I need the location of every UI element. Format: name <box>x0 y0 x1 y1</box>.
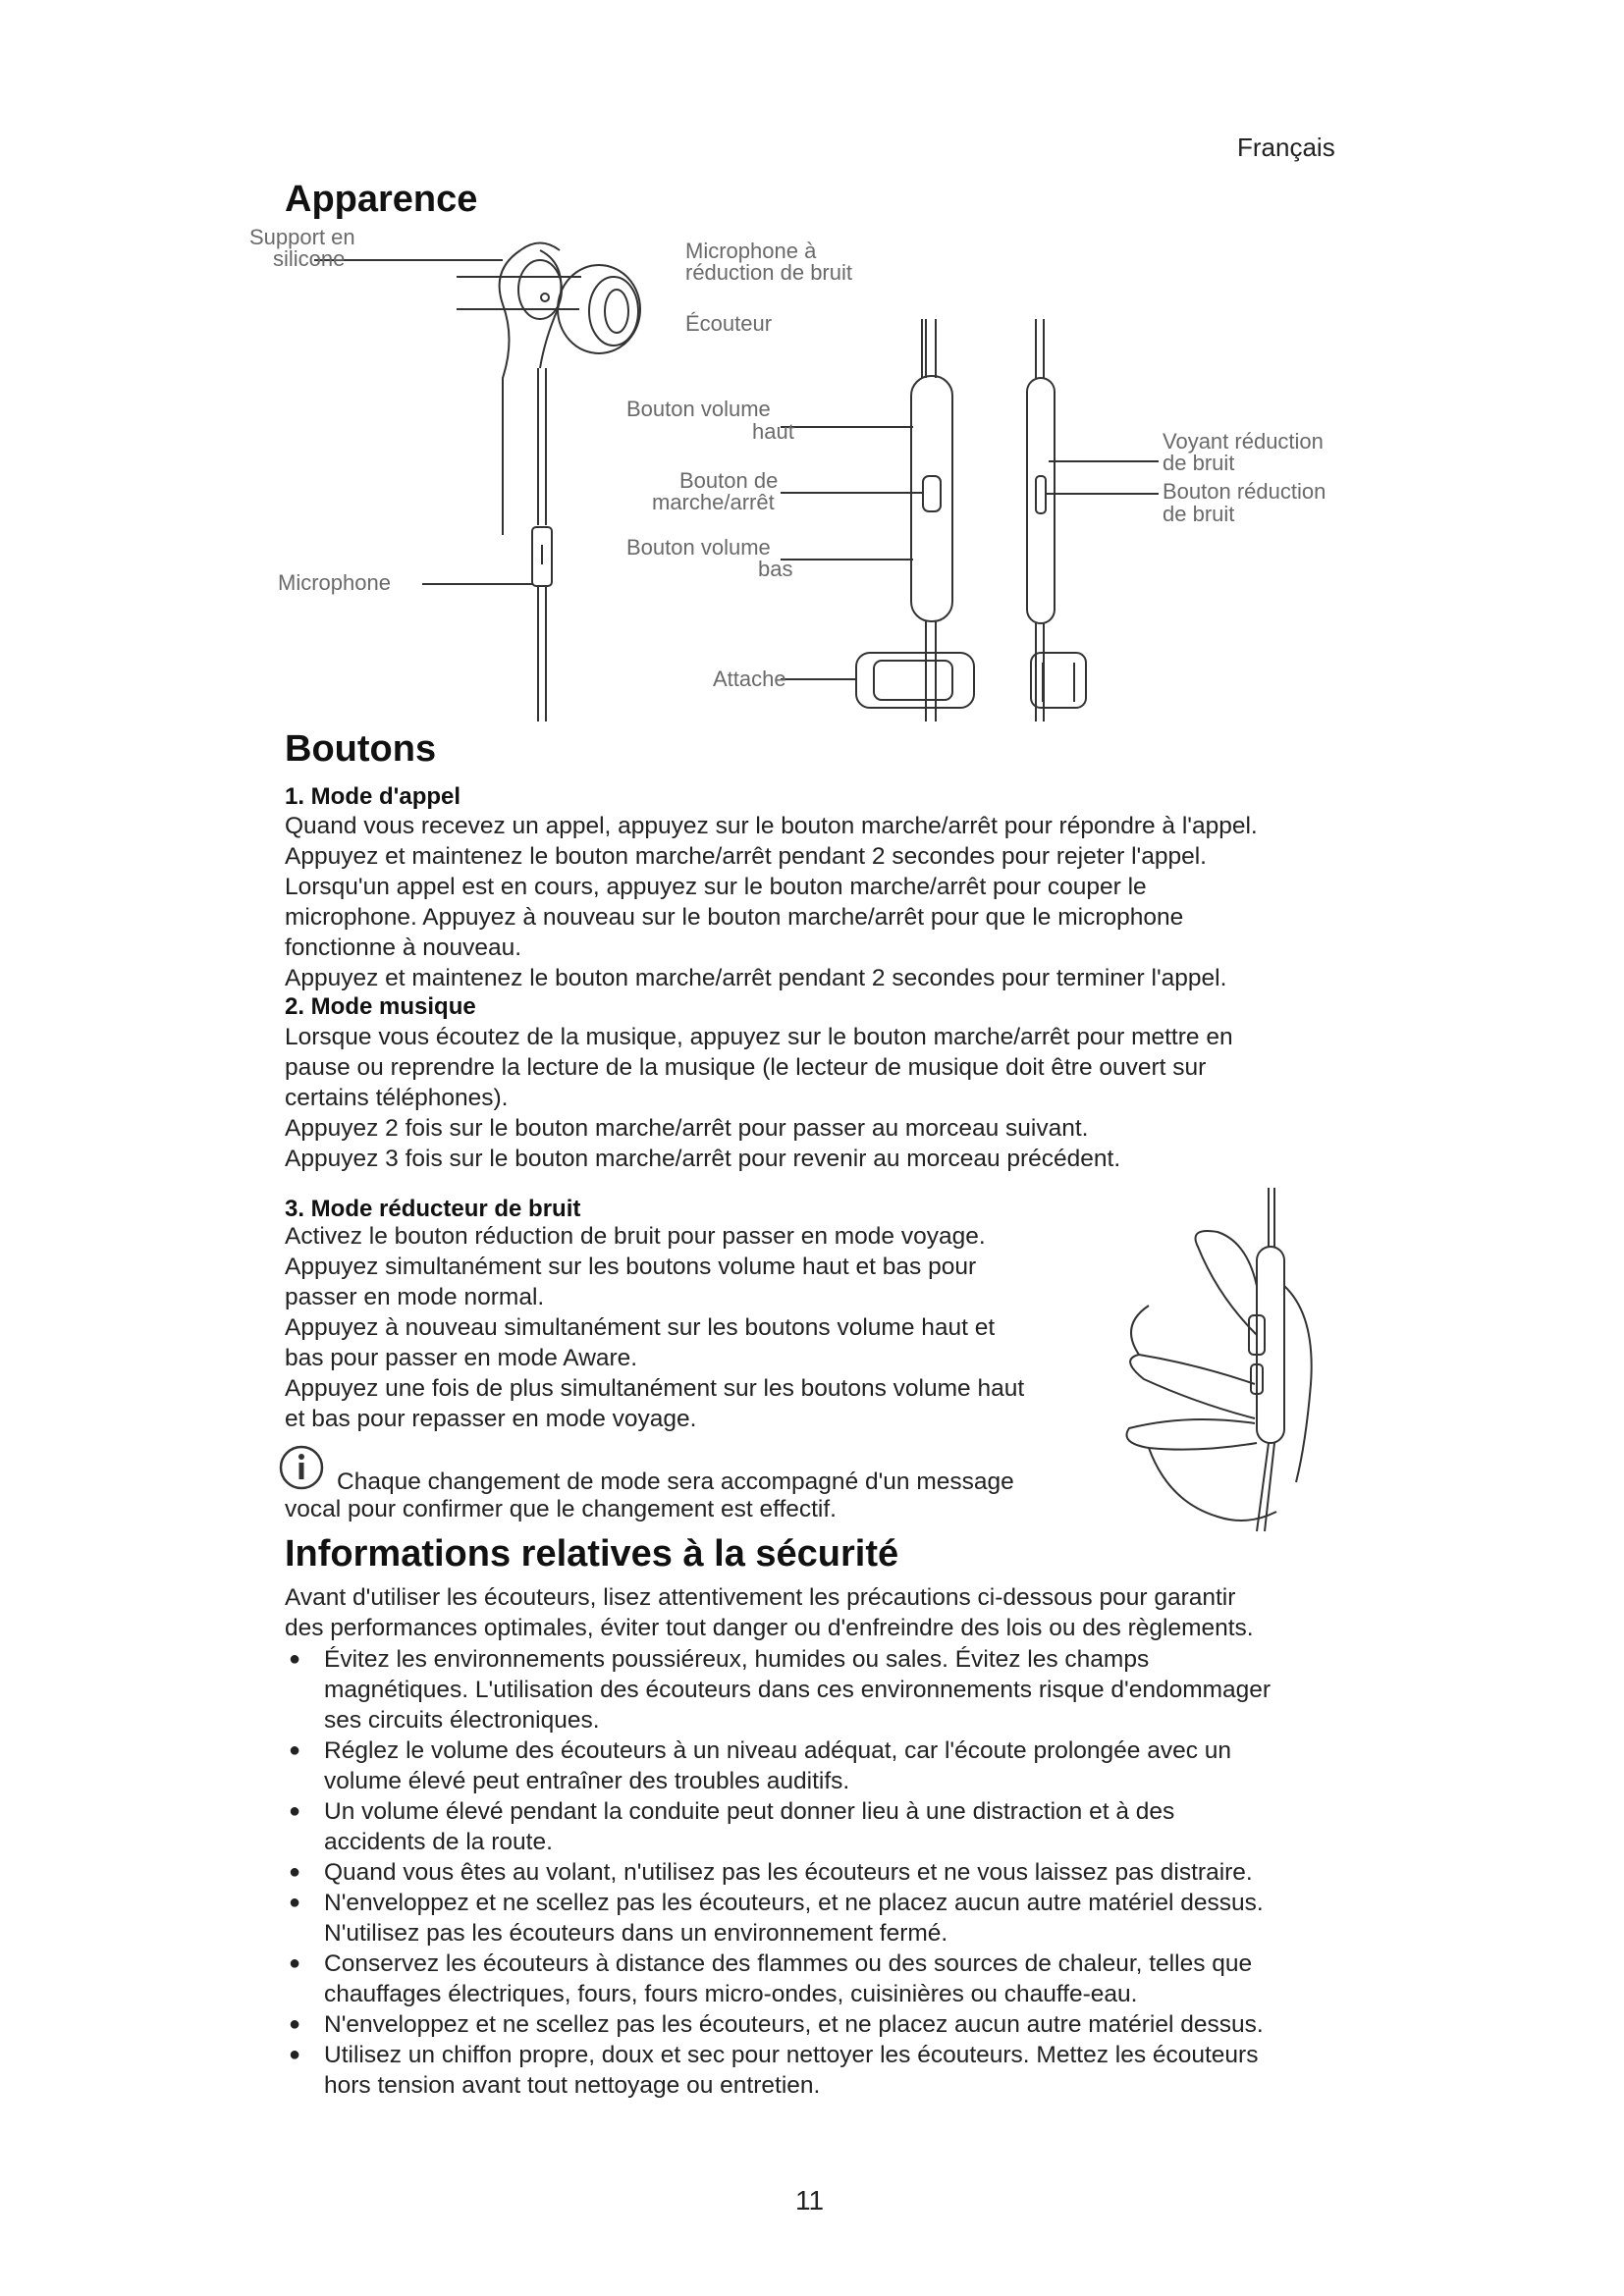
bullet-icon: ● <box>289 1861 301 1883</box>
text-line: passer en mode normal. <box>285 1284 545 1310</box>
label-mic-nr-1: Microphone à <box>685 239 817 263</box>
bullet-icon: ● <box>289 1952 301 1974</box>
music-mode-text <box>285 1022 1233 1174</box>
clip-side-shape <box>1031 653 1086 708</box>
label-vol-down-2: bas <box>758 557 793 581</box>
item-line: hors tension avant tout nettoyage ou entretien. <box>324 2072 821 2099</box>
text-line: Lorsqu'un appel est en cours, appuyez sur le bouton marche/arrêt pour couper le <box>285 874 1147 900</box>
label-support-2: silicone <box>273 246 346 271</box>
remote-front-shape <box>911 376 952 621</box>
text-line: Appuyez simultanément sur les boutons volume haut et bas pour <box>285 1254 977 1280</box>
safety-title: Informations relatives à la sécurité <box>285 1533 899 1575</box>
label-vol-up-1: Bouton volume <box>626 397 771 421</box>
label-vol-down-1: Bouton volume <box>626 535 771 560</box>
label-nr-button-2: de bruit <box>1163 502 1235 526</box>
text-line: Lorsque vous écoutez de la musique, appuyez sur le bouton marche/arrêt pour mettre en <box>285 1024 1233 1050</box>
call-mode-heading: 1. Mode d'appel <box>285 783 461 810</box>
item-line: chauffages électriques, fours, fours micro-ondes, cuisinières ou chauffe-eau. <box>324 1981 1138 2007</box>
noise-mode-text <box>285 1221 1024 1434</box>
noise-button-shape <box>1036 476 1046 513</box>
item-line: Un volume élevé pendant la conduite peut donner lieu à une distraction et à des <box>324 1798 1175 1825</box>
label-led-2: de bruit <box>1163 451 1235 475</box>
label-support-1: Support en <box>249 225 355 249</box>
label-power-2: marche/arrêt <box>652 490 775 514</box>
buttons-title: Boutons <box>285 728 437 770</box>
remote-side-shape <box>1027 378 1055 623</box>
list-item <box>285 1888 1365 1949</box>
noise-mode-heading: 3. Mode réducteur de bruit <box>285 1196 581 1222</box>
label-microphone: Microphone <box>278 570 391 595</box>
label-attache: Attache <box>713 667 786 691</box>
text-line: Avant d'utiliser les écouteurs, lisez attentivement les précautions ci-dessous pour garantir <box>285 1584 1236 1611</box>
label-mic-nr-2: réduction de bruit <box>685 260 852 285</box>
call-mode-text <box>285 811 1258 993</box>
earbud-stem-outline <box>500 250 520 535</box>
item-line: N'enveloppez et ne scellez pas les écouteurs, et ne placez aucun autre matériel dessus. <box>324 2011 1264 2038</box>
item-line: N'enveloppez et ne scellez pas les écouteurs, et ne placez aucun autre matériel dessus. <box>324 1890 1264 1916</box>
bullet-icon: ● <box>289 1739 301 1761</box>
item-line: Évitez les environnements poussiéreux, humides ou sales. Évitez les champs <box>324 1646 1150 1673</box>
text-line: et bas pour repasser en mode voyage. <box>285 1406 697 1432</box>
hand-remote-illustration <box>1110 1188 1326 1541</box>
text-line: microphone. Appuyez à nouveau sur le bouton marche/arrêt pour que le microphone <box>285 904 1184 931</box>
info-note-line-2: vocal pour confirmer que le changement est effectif. <box>285 1496 837 1522</box>
text-line: pause ou reprendre la lecture de la musique (le lecteur de musique doit être ouvert sur <box>285 1054 1207 1081</box>
text-line: fonctionne à nouveau. <box>285 934 522 961</box>
list-item <box>285 2009 1365 2040</box>
item-line: magnétiques. L'utilisation des écouteurs dans ces environnements risque d'endommager <box>324 1677 1272 1703</box>
label-power-1: Bouton de <box>679 468 779 493</box>
list-item <box>285 1644 1365 1735</box>
item-line: Conservez les écouteurs à distance des flammes ou des sources de chaleur, telles que <box>324 1950 1253 1977</box>
item-line: Utilisez un chiffon propre, doux et sec pour nettoyer les écouteurs. Mettez les écouteurs <box>324 2042 1259 2068</box>
text-line: bas pour passer en mode Aware. <box>285 1345 638 1371</box>
list-item <box>285 1796 1365 1857</box>
item-line: Quand vous êtes au volant, n'utilisez pas les écouteurs et ne vous laissez pas distraire. <box>324 1859 1253 1886</box>
text-line: Activez le bouton réduction de bruit pour passer en mode voyage. <box>285 1223 986 1250</box>
info-note-line-1: Chaque changement de mode sera accompagné d'un message <box>337 1468 1014 1495</box>
list-item <box>285 1735 1365 1796</box>
item-line: ses circuits électroniques. <box>324 1707 600 1734</box>
safety-intro <box>285 1582 1254 1643</box>
item-line: N'utilisez pas les écouteurs dans un environnement fermé. <box>324 1920 948 1947</box>
page-number: 11 <box>795 2185 825 2216</box>
bullet-icon: ● <box>289 1892 301 1913</box>
bullet-icon: ● <box>289 1800 301 1822</box>
text-line: Appuyez et maintenez le bouton marche/arrêt pendant 2 secondes pour terminer l'appel. <box>285 965 1227 991</box>
power-button-shape <box>923 476 941 511</box>
text-line: Appuyez à nouveau simultanément sur les boutons volume haut et <box>285 1314 996 1341</box>
language-label: Français <box>1237 133 1335 162</box>
earphone-diagram <box>245 221 1375 731</box>
item-line: volume élevé peut entraîner des troubles auditifs. <box>324 1768 850 1794</box>
item-line: accidents de la route. <box>324 1829 553 1855</box>
info-icon <box>277 1443 326 1492</box>
bullet-icon: ● <box>289 1648 301 1670</box>
text-line: certains téléphones). <box>285 1085 509 1111</box>
bullet-icon: ● <box>289 2013 301 2035</box>
list-item <box>285 1949 1365 2009</box>
text-line: Appuyez une fois de plus simultanément sur les boutons volume haut <box>285 1375 1025 1402</box>
bullet-icon: ● <box>289 2044 301 2065</box>
safety-list <box>285 1644 1365 2101</box>
text-line: Quand vous recevez un appel, appuyez sur le bouton marche/arrêt pour répondre à l'appel. <box>285 813 1258 839</box>
text-line: des performances optimales, éviter tout danger ou d'enfreindre des lois ou des règlements. <box>285 1615 1254 1641</box>
list-item <box>285 2040 1365 2101</box>
label-led-1: Voyant réduction <box>1163 429 1324 454</box>
text-line: Appuyez 2 fois sur le bouton marche/arrêt pour passer au morceau suivant. <box>285 1115 1089 1142</box>
text-line: Appuyez et maintenez le bouton marche/arrêt pendant 2 secondes pour rejeter l'appel. <box>285 843 1207 870</box>
appearance-title: Apparence <box>285 179 478 220</box>
list-item <box>285 1857 1365 1888</box>
text-line: Appuyez 3 fois sur le bouton marche/arrêt pour revenir au morceau précédent. <box>285 1146 1121 1172</box>
item-line: Réglez le volume des écouteurs à un niveau adéquat, car l'écoute prolongée avec un <box>324 1737 1232 1764</box>
label-vol-up-2: haut <box>752 419 794 444</box>
label-nr-button-1: Bouton réduction <box>1163 479 1326 504</box>
music-mode-heading: 2. Mode musique <box>285 993 476 1020</box>
label-ecouteur: Écouteur <box>685 311 773 336</box>
